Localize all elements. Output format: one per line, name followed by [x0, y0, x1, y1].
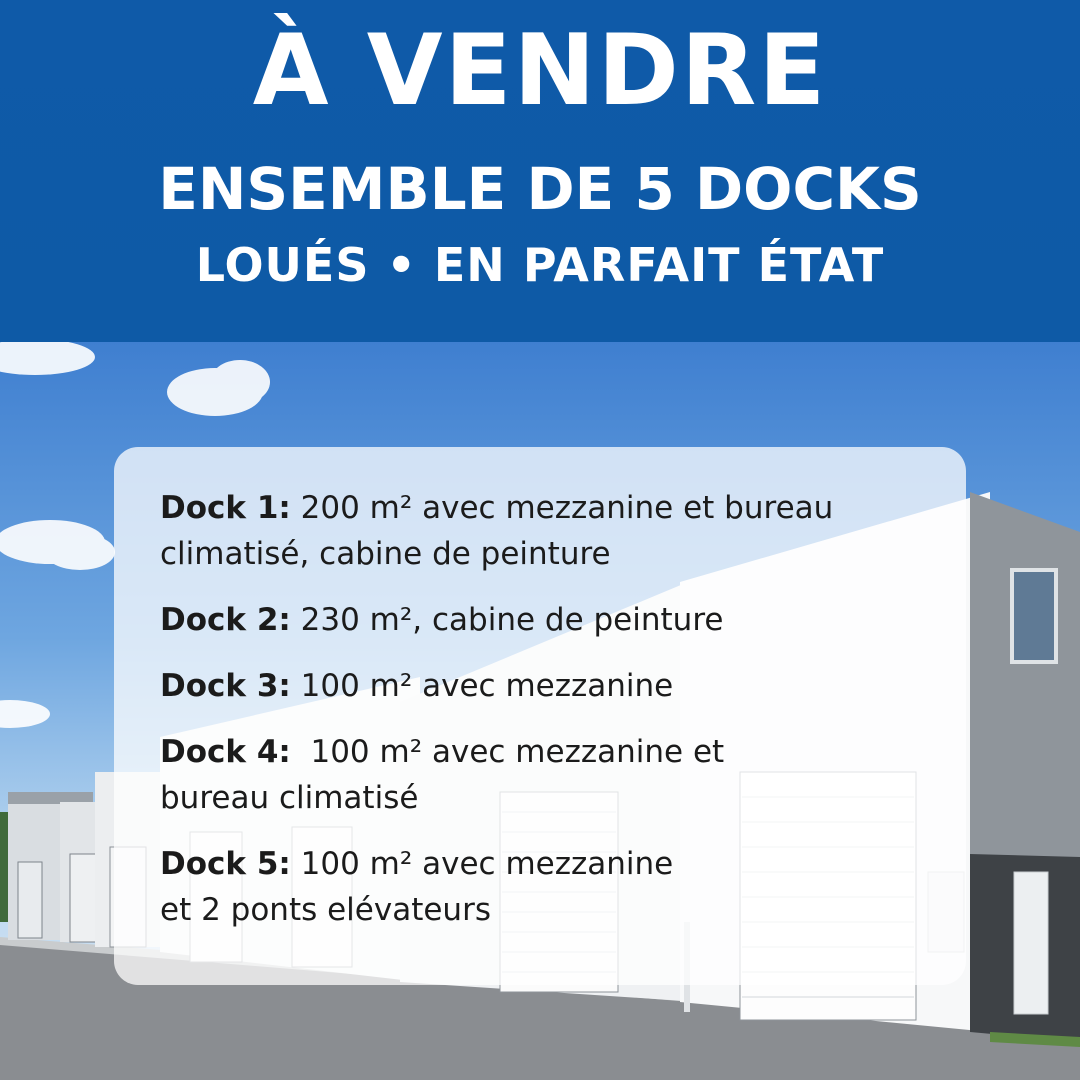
dock-desc-cont: climatisé, cabine de peinture — [160, 536, 611, 572]
dock-desc: 100 m² avec mezzanine et — [290, 734, 725, 770]
dock-label: Dock 3: — [160, 668, 291, 704]
dock-label: Dock 1: — [160, 490, 291, 526]
page-subtitle: ENSEMBLE DE 5 DOCKS — [158, 155, 922, 223]
dock-label: Dock 2: — [160, 602, 291, 638]
dock-item-5 — [160, 841, 966, 933]
dock-item-1 — [160, 485, 966, 577]
header-banner — [0, 0, 1080, 342]
page-tagline: LOUÉS • EN PARFAIT ÉTAT — [195, 238, 885, 292]
dock-label: Dock 5: — [160, 846, 291, 882]
dock-desc: 200 m² avec mezzanine et bureau — [290, 490, 834, 526]
dock-item-3 — [160, 663, 966, 709]
dock-list-panel — [114, 447, 966, 985]
dock-desc: 100 m² avec mezzanine — [290, 668, 674, 704]
dock-desc: 230 m², cabine de peinture — [290, 602, 724, 638]
dock-desc-cont: et 2 ponts elévateurs — [160, 892, 491, 928]
dock-desc: 100 m² avec mezzanine — [290, 846, 674, 882]
dock-label: Dock 4: — [160, 734, 291, 770]
dock-desc-cont: bureau climatisé — [160, 780, 419, 816]
page-title: À VENDRE — [252, 14, 828, 128]
dock-item-4 — [160, 729, 966, 821]
dock-item-2 — [160, 597, 966, 643]
